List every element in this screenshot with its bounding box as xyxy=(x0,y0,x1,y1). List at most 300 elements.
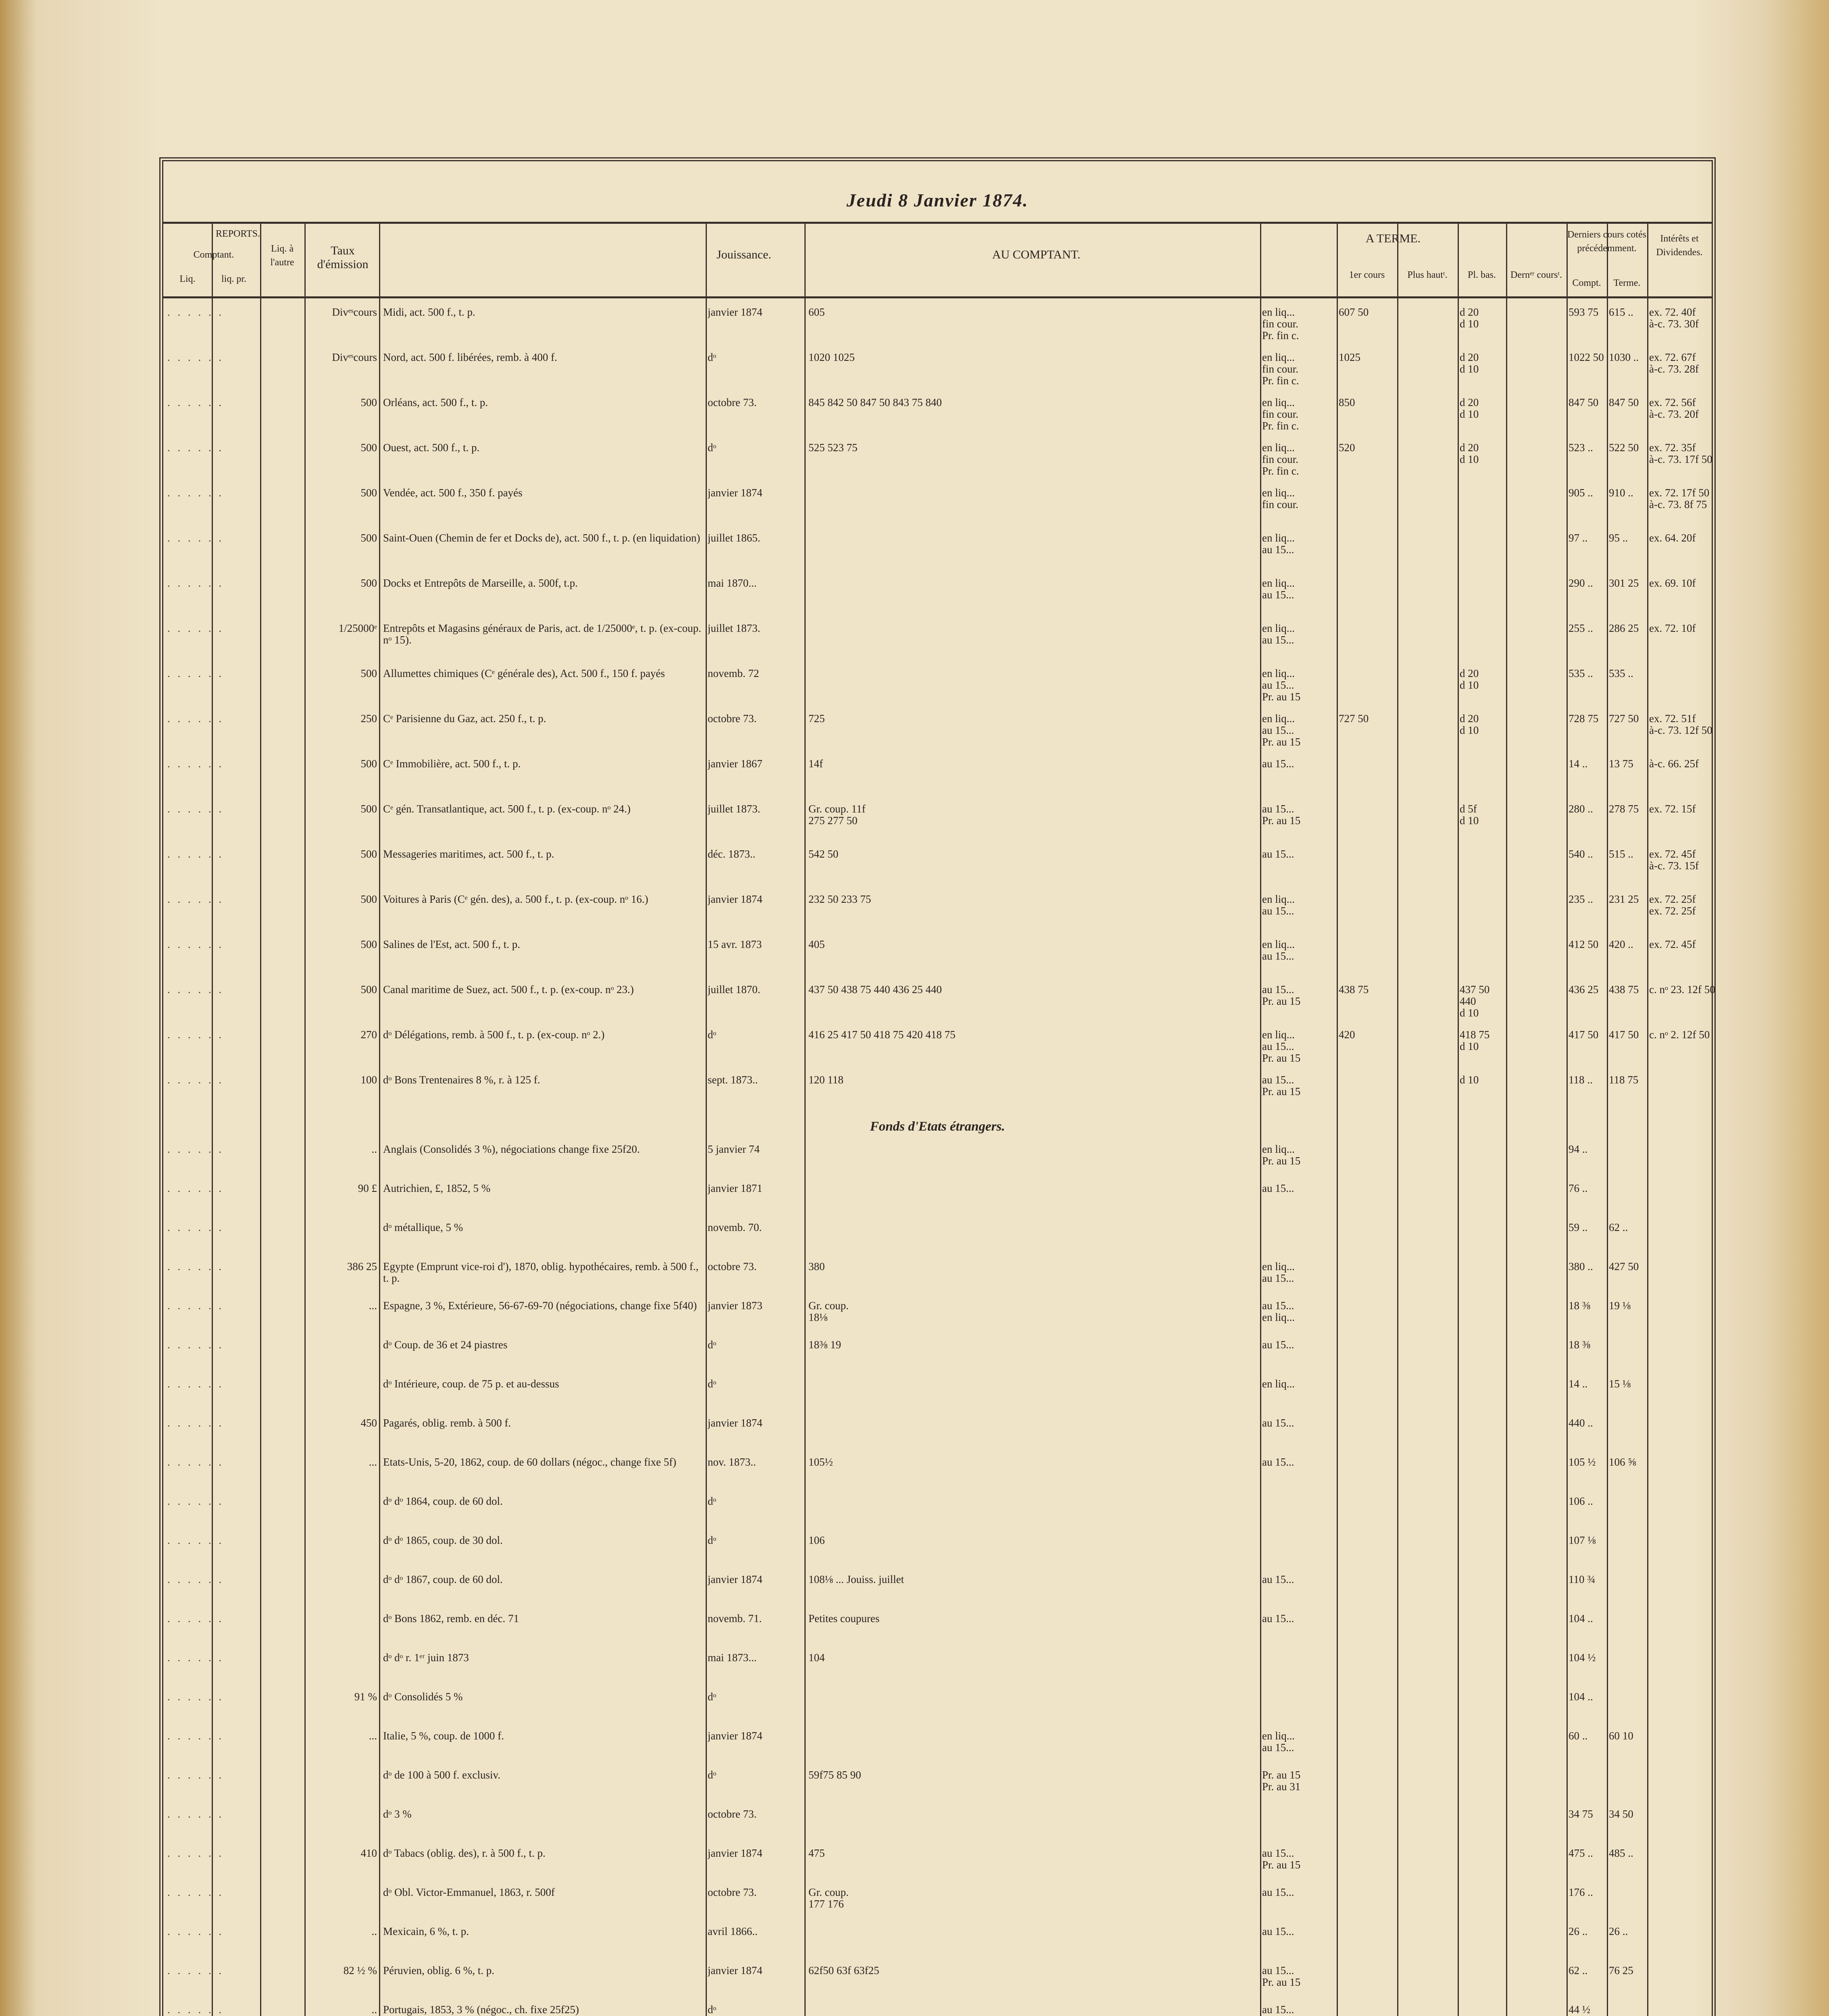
cell-jouis: juillet 1865. xyxy=(708,532,760,544)
cell-int: ex. 72. 25f ex. 72. 25f xyxy=(1649,893,1696,917)
cell-terme: en liq... au 15... Pr. au 15 xyxy=(1262,1029,1301,1064)
cell-jouis: novemb. 70. xyxy=(708,1222,762,1233)
cell-taux: 500 xyxy=(360,668,377,679)
cell-taux: 250 xyxy=(360,713,377,725)
cell-prev-t: 286 25 xyxy=(1609,623,1639,634)
cell-prev-c: 535 .. xyxy=(1569,668,1593,679)
cell-terme: au 15... xyxy=(1262,1887,1294,1898)
cell-jouis: janvier 1874 xyxy=(708,1847,762,1859)
report-dots: . . . . . . xyxy=(167,1926,224,1937)
report-dots: . . . . . . xyxy=(167,1730,224,1742)
cell-name: Anglais (Consolidés 3 %), négociations change fixe 25f20. xyxy=(383,1143,640,1155)
cell-jouis: janvier 1874 xyxy=(708,1417,762,1429)
interets-header: Intérêts et Dividendes. xyxy=(1656,233,1703,258)
cell-compt: 605 xyxy=(808,306,825,318)
cell-prev-c: 104 .. xyxy=(1569,1691,1593,1703)
cell-name: dᵒ 3 % xyxy=(383,1808,412,1820)
cell-prev-c: 905 .. xyxy=(1569,487,1593,499)
cell-jouis: dᵒ xyxy=(708,1769,717,1781)
cell-jouis: dᵒ xyxy=(708,1535,717,1546)
report-dots: . . . . . . xyxy=(167,1574,224,1585)
cell-taux: 82 ½ % xyxy=(343,1965,377,1976)
terme-header: Terme. xyxy=(1613,278,1641,288)
report-dots: . . . . . . xyxy=(167,1029,224,1041)
jouissance-header: Jouissance. xyxy=(717,248,771,261)
cell-prev-c: 1022 50 xyxy=(1569,352,1604,363)
cell-compt: Gr. coup. 177 176 xyxy=(808,1887,849,1910)
cell-terme: en liq... au 15... xyxy=(1262,532,1295,556)
cell-dern: d 5f d 10 xyxy=(1460,803,1479,827)
report-dots: . . . . . . xyxy=(167,1222,224,1233)
cell-dern: 437 50 440 d 10 xyxy=(1460,984,1490,1019)
cell-terme: en liq... au 15... xyxy=(1262,1730,1295,1754)
cell-name: dᵒ Bons 1862, remb. en déc. 71 xyxy=(383,1613,519,1624)
cell-name: Etats-Unis, 5-20, 1862, coup. de 60 dollars (négoc., change fixe 5f) xyxy=(383,1456,677,1468)
cell-name: Canal maritime de Suez, act. 500 f., t. p. (ex-coup. nᵒ 23.) xyxy=(383,984,634,996)
cell-prev-t: 118 75 xyxy=(1609,1074,1639,1086)
cell-taux: 90 £ xyxy=(358,1183,377,1194)
cell-jouis: dᵒ xyxy=(708,1495,717,1507)
report-dots: . . . . . . xyxy=(167,758,224,770)
cell-int: ex. 72. 67f à-c. 73. 28f xyxy=(1649,352,1699,375)
cell-prev-c: 107 ⅛ xyxy=(1569,1535,1596,1546)
dernier-cours-header: Dernᵉʳ coursᵗ. xyxy=(1510,270,1562,280)
cell-dern: d 20 d 10 xyxy=(1460,306,1479,330)
cell-prev-t: 15 ⅛ xyxy=(1609,1378,1631,1390)
cell-taux: 500 xyxy=(360,848,377,860)
cell-prev-t: 231 25 xyxy=(1609,893,1639,905)
cell-jouis: sept. 1873.. xyxy=(708,1074,758,1086)
cell-compt: Petites coupures xyxy=(808,1613,880,1624)
cell-prev-c: 593 75 xyxy=(1569,306,1599,318)
table-body xyxy=(163,298,1715,2016)
cell-taux: Divᵉˢcours xyxy=(332,352,377,363)
cell-compt: 62f50 63f 63f25 xyxy=(808,1965,879,1976)
cell-name: Entrepôts et Magasins généraux de Paris, act. de 1/25000ᵉ, t. p. (ex-coup. nᵒ 15). xyxy=(383,623,701,646)
cell-prev-t: 13 75 xyxy=(1609,758,1633,770)
report-dots: . . . . . . xyxy=(167,1652,224,1664)
cell-name: Salines de l'Est, act. 500 f., t. p. xyxy=(383,939,521,950)
cell-name: Allumettes chimiques (Cᵉ générale des), Act. 500 f., 150 f. payés xyxy=(383,668,665,679)
cell-jouis: déc. 1873.. xyxy=(708,848,756,860)
cell-int: à-c. 66. 25f xyxy=(1649,758,1699,770)
cell-name: dᵒ de 100 à 500 f. exclusiv. xyxy=(383,1769,500,1781)
cell-prev-t: 427 50 xyxy=(1609,1261,1639,1272)
cell-prev-c: 475 .. xyxy=(1569,1847,1593,1859)
report-dots: . . . . . . xyxy=(167,1691,224,1703)
cell-name: Vendée, act. 500 f., 350 f. payés xyxy=(383,487,523,499)
cell-prev-c: 62 .. xyxy=(1569,1965,1588,1976)
report-dots: . . . . . . xyxy=(167,1847,224,1859)
cell-name: dᵒ dᵒ 1865, coup. de 30 dol. xyxy=(383,1535,503,1546)
cell-compt: 405 xyxy=(808,939,825,950)
cell-prev-t: 515 .. xyxy=(1609,848,1633,860)
cell-jouis: dᵒ xyxy=(708,1339,717,1351)
cell-jouis: dᵒ xyxy=(708,352,717,363)
cell-terme: en liq... fin cour. Pr. fin c. xyxy=(1262,397,1299,432)
cell-c1: 727 50 xyxy=(1339,713,1369,725)
a-terme-header: A TERME. xyxy=(1365,232,1421,245)
cell-compt: 104 xyxy=(808,1652,825,1664)
cell-terme: en liq... xyxy=(1262,1378,1295,1390)
cell-terme: en liq... fin cour. Pr. fin c. xyxy=(1262,306,1299,342)
liq-autre-header: Liq. à l'autre xyxy=(270,244,294,268)
cell-prev-t: 34 50 xyxy=(1609,1808,1633,1820)
cell-name: dᵒ dᵒ 1867, coup. de 60 dol. xyxy=(383,1574,503,1585)
cell-prev-c: 412 50 xyxy=(1569,939,1599,950)
cell-taux: 91 % xyxy=(354,1691,377,1703)
cell-prev-t: 522 50 xyxy=(1609,442,1639,454)
report-dots: . . . . . . xyxy=(167,397,224,408)
cell-terme: au 15... xyxy=(1262,848,1294,860)
cell-terme: en liq... au 15... Pr. au 15 xyxy=(1262,668,1301,703)
cell-prev-t: 420 .. xyxy=(1609,939,1633,950)
cell-taux: .. xyxy=(371,2004,377,2016)
cell-prev-c: 290 .. xyxy=(1569,577,1593,589)
cell-c1: 850 xyxy=(1339,397,1355,408)
cell-terme: au 15... xyxy=(1262,758,1294,770)
cell-taux: .. xyxy=(371,1143,377,1155)
cell-taux: 500 xyxy=(360,984,377,996)
cell-compt: 437 50 438 75 440 436 25 440 xyxy=(808,984,942,996)
cell-prev-c: 97 .. xyxy=(1569,532,1588,544)
cell-name: Pagarés, oblig. remb. à 500 f. xyxy=(383,1417,511,1429)
cell-prev-c: 523 .. xyxy=(1569,442,1593,454)
cell-compt: 14f xyxy=(808,758,823,770)
cell-int: ex. 72. 35f à-c. 73. 17f 50 xyxy=(1649,442,1712,465)
report-dots: . . . . . . xyxy=(167,1613,224,1624)
cell-prev-c: 280 .. xyxy=(1569,803,1593,815)
report-dots: . . . . . . xyxy=(167,1535,224,1546)
cell-jouis: janvier 1874 xyxy=(708,1965,762,1976)
cell-jouis: mai 1870... xyxy=(708,577,757,589)
cell-jouis: janvier 1873 xyxy=(708,1300,762,1312)
report-dots: . . . . . . xyxy=(167,577,224,589)
cell-c1: 607 50 xyxy=(1339,306,1369,318)
cell-jouis: dᵒ xyxy=(708,2004,717,2016)
cell-prev-c: 540 .. xyxy=(1569,848,1593,860)
cell-terme: au 15... Pr. au 15 xyxy=(1262,1847,1301,1871)
cell-prev-t: 615 .. xyxy=(1609,306,1633,318)
cell-int: ex. 72. 40f à-c. 73. 30f xyxy=(1649,306,1699,330)
report-dots: . . . . . . xyxy=(167,1495,224,1507)
cell-prev-t: 1030 .. xyxy=(1609,352,1639,363)
cell-prev-c: 847 50 xyxy=(1569,397,1599,408)
comptant-header: Comptant. xyxy=(193,250,234,260)
cell-terme: en liq... au 15... xyxy=(1262,577,1295,601)
liq-pr-header: liq. pr. xyxy=(221,274,246,284)
cell-taux: 500 xyxy=(360,577,377,589)
report-dots: . . . . . . xyxy=(167,848,224,860)
cell-compt: Gr. coup. 18⅛ xyxy=(808,1300,849,1323)
cell-prev-c: 118 .. xyxy=(1569,1074,1593,1086)
cell-prev-c: 235 .. xyxy=(1569,893,1593,905)
cell-jouis: janvier 1867 xyxy=(708,758,762,770)
report-dots: . . . . . . xyxy=(167,668,224,679)
cell-terme: au 15... en liq... xyxy=(1262,1300,1295,1323)
cell-jouis: novemb. 72 xyxy=(708,668,759,679)
report-dots: . . . . . . xyxy=(167,306,224,318)
cell-name: Cᵉ Parisienne du Gaz, act. 250 f., t. p. xyxy=(383,713,546,725)
cell-jouis: octobre 73. xyxy=(708,397,757,408)
cell-int: ex. 72. 45f xyxy=(1649,939,1696,950)
cell-taux: ... xyxy=(369,1456,377,1468)
cell-compt: 18⅜ 19 xyxy=(808,1339,841,1351)
cell-jouis: dᵒ xyxy=(708,1691,717,1703)
cell-taux: 500 xyxy=(360,758,377,770)
cell-name: Egypte (Emprunt vice-roi d'), 1870, oblig. hypothécaires, remb. à 500 f., t. p. xyxy=(383,1261,699,1284)
cell-terme: en liq... fin cour. xyxy=(1262,487,1298,510)
cell-taux: 500 xyxy=(360,442,377,454)
cell-prev-c: 14 .. xyxy=(1569,1378,1588,1390)
cell-compt: 108⅛ ... Jouiss. juillet xyxy=(808,1574,904,1585)
cell-name: dᵒ Délégations, remb. à 500 f., t. p. (ex-coup. nᵒ 2.) xyxy=(383,1029,605,1041)
report-dots: . . . . . . xyxy=(167,1456,224,1468)
cell-prev-t: 417 50 xyxy=(1609,1029,1639,1041)
cell-prev-t: 278 75 xyxy=(1609,803,1639,815)
report-dots: . . . . . . xyxy=(167,803,224,815)
cell-dern: d 20 d 10 xyxy=(1460,352,1479,375)
cell-int: ex. 72. 15f xyxy=(1649,803,1696,815)
cell-terme: en liq... au 15... xyxy=(1262,1261,1295,1284)
cell-prev-c: 18 ⅜ xyxy=(1569,1300,1590,1312)
cell-prev-c: 380 .. xyxy=(1569,1261,1593,1272)
cell-compt: 725 xyxy=(808,713,825,725)
cell-jouis: janvier 1874 xyxy=(708,306,762,318)
cell-dern: d 20 d 10 xyxy=(1460,668,1479,691)
plus-bas-header: Pl. bas. xyxy=(1467,270,1496,280)
page-date: Jeudi 8 Janvier 1874. xyxy=(846,190,1029,210)
cell-taux: ... xyxy=(369,1300,377,1312)
cell-prev-c: 440 .. xyxy=(1569,1417,1593,1429)
plus-haut-header: Plus hautᵗ. xyxy=(1407,270,1448,280)
cell-jouis: juillet 1873. xyxy=(708,803,760,815)
cell-taux: 500 xyxy=(360,487,377,499)
cell-jouis: dᵒ xyxy=(708,1029,717,1041)
cell-terme: en liq... au 15... xyxy=(1262,623,1295,646)
cell-jouis: janvier 1871 xyxy=(708,1183,762,1194)
report-dots: . . . . . . xyxy=(167,1887,224,1898)
cell-taux: 270 xyxy=(360,1029,377,1041)
cell-name: Midi, act. 500 f., t. p. xyxy=(383,306,475,318)
cell-prev-t: 847 50 xyxy=(1609,397,1639,408)
report-dots: . . . . . . xyxy=(167,532,224,544)
cell-prev-c: 176 .. xyxy=(1569,1887,1593,1898)
cell-prev-t: 95 .. xyxy=(1609,532,1628,544)
cell-jouis: juillet 1873. xyxy=(708,623,760,634)
cell-name: dᵒ Tabacs (oblig. des), r. à 500 f., t. p. xyxy=(383,1847,546,1859)
cell-prev-c: 44 ½ xyxy=(1569,2004,1590,2016)
cell-prev-t: 26 .. xyxy=(1609,1926,1628,1937)
cell-c1: 520 xyxy=(1339,442,1355,454)
cell-compt: 380 xyxy=(808,1261,825,1272)
cell-jouis: dᵒ xyxy=(708,442,717,454)
cell-int: ex. 64. 20f xyxy=(1649,532,1696,544)
cell-prev-c: 59 .. xyxy=(1569,1222,1588,1233)
cell-name: Orléans, act. 500 f., t. p. xyxy=(383,397,488,408)
report-dots: . . . . . . xyxy=(167,442,224,454)
au-comptant-header: AU COMPTANT. xyxy=(992,248,1081,261)
cell-compt: 120 118 xyxy=(808,1074,844,1086)
cell-int: c. nᵒ 23. 12f 50 xyxy=(1649,984,1715,996)
cell-terme: en liq... Pr. au 15 xyxy=(1262,1143,1301,1167)
cell-prev-c: 60 .. xyxy=(1569,1730,1588,1742)
report-dots: . . . . . . xyxy=(167,1417,224,1429)
cell-int: ex. 72. 56f à-c. 73. 20f xyxy=(1649,397,1699,420)
cell-prev-c: 104 ½ xyxy=(1569,1652,1596,1664)
cell-jouis: 5 janvier 74 xyxy=(708,1143,760,1155)
cell-prev-t: 727 50 xyxy=(1609,713,1639,725)
cell-name: Italie, 5 %, coup. de 1000 f. xyxy=(383,1730,504,1742)
report-dots: . . . . . . xyxy=(167,1300,224,1312)
cell-prev-c: 110 ¾ xyxy=(1569,1574,1596,1585)
cell-name: dᵒ dᵒ 1864, coup. de 60 dol. xyxy=(383,1495,503,1507)
cell-int: ex. 72. 10f xyxy=(1649,623,1696,634)
cell-name: dᵒ Bons Trentenaires 8 %, r. à 125 f. xyxy=(383,1074,540,1086)
cell-c1: 1025 xyxy=(1339,352,1360,363)
report-dots: . . . . . . xyxy=(167,352,224,363)
cell-dern: d 20 d 10 xyxy=(1460,442,1479,465)
cell-prev-c: 34 75 xyxy=(1569,1808,1593,1820)
cell-prev-t: 62 .. xyxy=(1609,1222,1628,1233)
cell-c1: 420 xyxy=(1339,1029,1355,1041)
report-dots: . . . . . . xyxy=(167,984,224,996)
cell-taux: Divᵉˢcours xyxy=(332,306,377,318)
cell-jouis: octobre 73. xyxy=(708,1887,757,1898)
cell-compt: 845 842 50 847 50 843 75 840 xyxy=(808,397,942,408)
cell-jouis: mai 1873... xyxy=(708,1652,757,1664)
cell-jouis: juillet 1870. xyxy=(708,984,760,996)
cell-name: Saint-Ouen (Chemin de fer et Docks de), act. 500 f., t. p. (en liquidation) xyxy=(383,532,700,544)
cell-prev-t: 438 75 xyxy=(1609,984,1639,996)
section-title: Fonds d'Etats étrangers. xyxy=(870,1119,1005,1134)
cell-int: c. nᵒ 2. 12f 50 xyxy=(1649,1029,1710,1041)
cell-name: Cᵉ gén. Transatlantique, act. 500 f., t. p. (ex-coup. nᵒ 24.) xyxy=(383,803,631,815)
cell-prev-t: 19 ⅛ xyxy=(1609,1300,1631,1312)
cell-taux: 500 xyxy=(360,939,377,950)
cell-jouis: janvier 1874 xyxy=(708,893,762,905)
cell-prev-t: 301 25 xyxy=(1609,577,1639,589)
compt-header: Compt. xyxy=(1572,278,1601,288)
cell-compt: Gr. coup. 11f 275 277 50 xyxy=(808,803,866,827)
cell-prev-c: 76 .. xyxy=(1569,1183,1588,1194)
cell-compt: 525 523 75 xyxy=(808,442,858,454)
cell-terme: au 15... xyxy=(1262,1926,1294,1937)
cell-jouis: octobre 73. xyxy=(708,1261,757,1272)
cell-terme: en liq... au 15... xyxy=(1262,939,1295,962)
report-dots: . . . . . . xyxy=(167,1261,224,1272)
cell-terme: en liq... fin cour. Pr. fin c. xyxy=(1262,442,1299,477)
report-dots: . . . . . . xyxy=(167,487,224,499)
cell-jouis: nov. 1873.. xyxy=(708,1456,756,1468)
cell-terme: en liq... fin cour. Pr. fin c. xyxy=(1262,352,1299,387)
cell-terme: au 15... Pr. au 15 xyxy=(1262,984,1301,1007)
cell-compt: 59f75 85 90 xyxy=(808,1769,861,1781)
cell-jouis: octobre 73. xyxy=(708,1808,757,1820)
cell-taux: .. xyxy=(371,1926,377,1937)
cell-terme: au 15... xyxy=(1262,1574,1294,1585)
cell-compt: 542 50 xyxy=(808,848,839,860)
price-table xyxy=(159,157,1716,2016)
cell-prev-t: 485 .. xyxy=(1609,1847,1633,1859)
cell-jouis: dᵒ xyxy=(708,1378,717,1390)
cell-taux: 410 xyxy=(360,1847,377,1859)
report-dots: . . . . . . xyxy=(167,713,224,725)
cell-taux: 500 xyxy=(360,893,377,905)
cell-terme: au 15... xyxy=(1262,2004,1294,2016)
cell-name: Ouest, act. 500 f., t. p. xyxy=(383,442,480,454)
cell-taux: 100 xyxy=(360,1074,377,1086)
cell-taux: 450 xyxy=(360,1417,377,1429)
cell-name: Docks et Entrepôts de Marseille, a. 500f, t.p. xyxy=(383,577,578,589)
cell-prev-c: 728 75 xyxy=(1569,713,1599,725)
cell-int: ex. 72. 51f à-c. 73. 12f 50 xyxy=(1649,713,1712,736)
cell-taux: 1/25000ᵉ xyxy=(338,623,377,634)
cell-name: Autrichien, £, 1852, 5 % xyxy=(383,1183,491,1194)
cell-taux: 500 xyxy=(360,532,377,544)
reports-header: REPORTS. xyxy=(216,229,260,239)
cell-terme: au 15... xyxy=(1262,1183,1294,1194)
cell-name: Messageries maritimes, act. 500 f., t. p. xyxy=(383,848,554,860)
cell-name: Nord, act. 500 f. libérées, remb. à 400 f. xyxy=(383,352,557,363)
cell-prev-c: 104 .. xyxy=(1569,1613,1593,1624)
cell-compt: 1020 1025 xyxy=(808,352,855,363)
cell-jouis: avril 1866.. xyxy=(708,1926,758,1937)
report-dots: . . . . . . xyxy=(167,1183,224,1194)
cell-terme: au 15... xyxy=(1262,1456,1294,1468)
cell-dern: d 10 xyxy=(1460,1074,1479,1086)
cell-int: ex. 69. 10f xyxy=(1649,577,1696,589)
cell-taux: 500 xyxy=(360,803,377,815)
cell-jouis: janvier 1874 xyxy=(708,1730,762,1742)
cell-prev-t: 535 .. xyxy=(1609,668,1633,679)
cell-name: dᵒ métallique, 5 % xyxy=(383,1222,463,1233)
cell-taux: ... xyxy=(369,1730,377,1742)
cell-taux: 500 xyxy=(360,397,377,408)
cell-terme: en liq... au 15... Pr. au 15 xyxy=(1262,713,1301,748)
cell-terme: au 15... Pr. au 15 xyxy=(1262,1965,1301,1988)
cell-name: Voitures à Paris (Cᵉ gén. des), a. 500 f., t. p. (ex-coup. nᵒ 16.) xyxy=(383,893,648,905)
report-dots: . . . . . . xyxy=(167,1143,224,1155)
cell-name: dᵒ Coup. de 36 et 24 piastres xyxy=(383,1339,508,1351)
cell-terme: au 15... Pr. au 15 xyxy=(1262,803,1301,827)
cell-taux: 386 25 xyxy=(347,1261,377,1272)
cell-dern: d 20 d 10 xyxy=(1460,397,1479,420)
liq-header: Liq. xyxy=(179,274,196,284)
cell-jouis: janvier 1874 xyxy=(708,1574,762,1585)
cell-dern: d 20 d 10 xyxy=(1460,713,1479,736)
cell-terme: au 15... xyxy=(1262,1417,1294,1429)
cell-compt: 475 xyxy=(808,1847,825,1859)
cell-terme: Pr. au 15 Pr. au 31 xyxy=(1262,1769,1301,1793)
cell-jouis: octobre 73. xyxy=(708,713,757,725)
cell-prev-c: 436 25 xyxy=(1569,984,1599,996)
cell-compt: 232 50 233 75 xyxy=(808,893,871,905)
cell-prev-c: 14 .. xyxy=(1569,758,1588,770)
cell-prev-c: 26 .. xyxy=(1569,1926,1588,1937)
report-dots: . . . . . . xyxy=(167,893,224,905)
taux-header: Taux d'émission xyxy=(317,244,369,271)
cell-prev-t: 60 10 xyxy=(1609,1730,1633,1742)
report-dots: . . . . . . xyxy=(167,2004,224,2016)
cell-prev-c: 417 50 xyxy=(1569,1029,1599,1041)
cell-jouis: janvier 1874 xyxy=(708,487,762,499)
report-dots: . . . . . . xyxy=(167,623,224,634)
cell-jouis: novemb. 71. xyxy=(708,1613,762,1624)
report-dots: . . . . . . xyxy=(167,1965,224,1976)
report-dots: . . . . . . xyxy=(167,1074,224,1086)
cell-name: Cᵉ Immobilière, act. 500 f., t. p. xyxy=(383,758,521,770)
